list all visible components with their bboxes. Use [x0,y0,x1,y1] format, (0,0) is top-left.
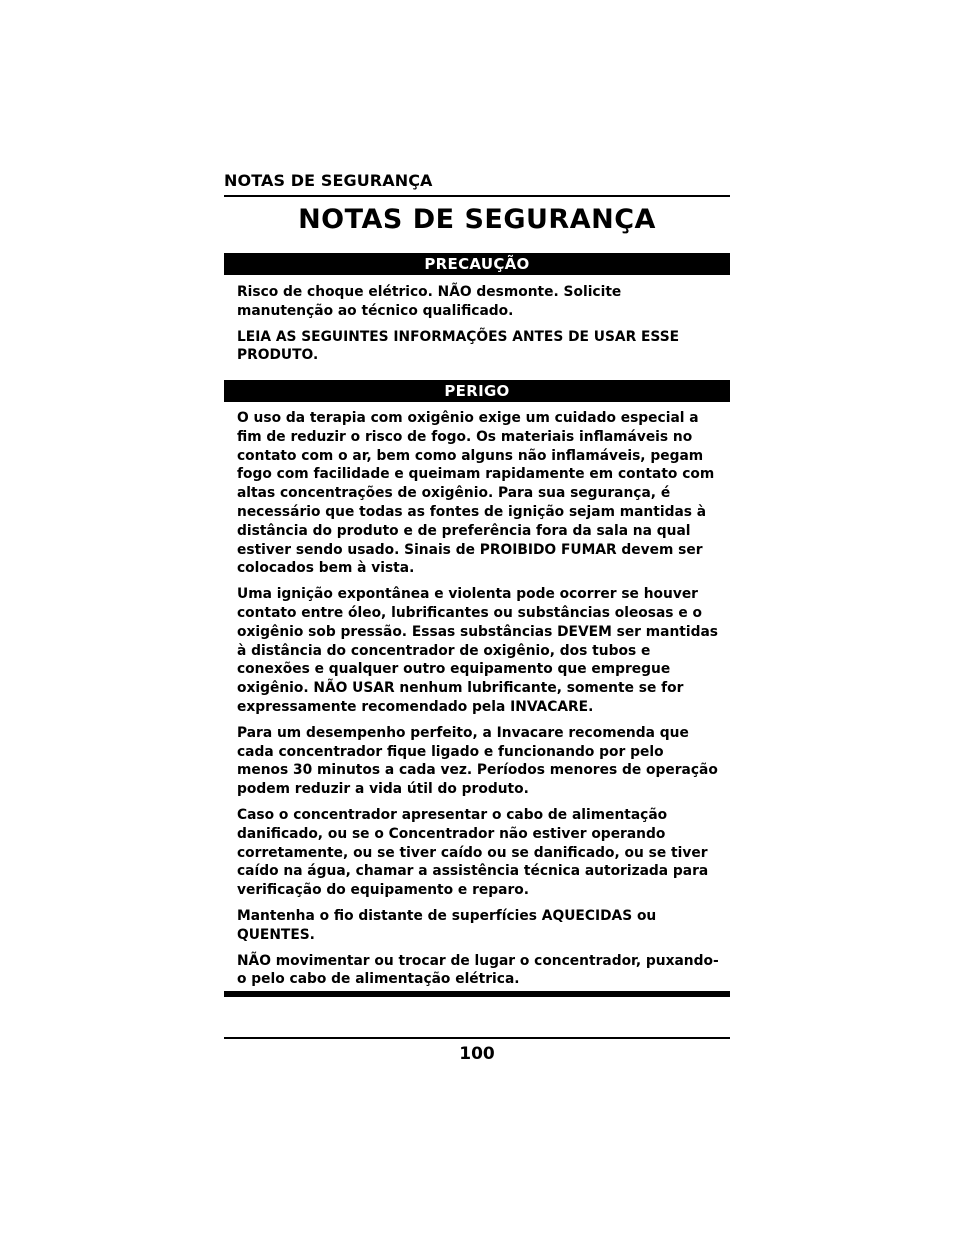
danger-banner: PERIGO [224,380,730,402]
danger-paragraph: O uso da terapia com oxigênio exige um cuidado especial a fim de reduzir o risco de fogo. Os materiais inflamáveis no contato com o ar, bem como alguns não inflamáveis, pegam fogo com facilidade e queimam rapidamente em contato com altas concentrações de oxigênio. Para sua segurança, é necessário que todas as fontes de ignição sejam mantidas à distância do produto e de preferência fora da sala na qual estiver sendo usado. Sinais de PROIBIDO FUMAR devem ser colocados bem à vista. [237,410,715,577]
danger-paragraph: Caso o concentrador apresentar o cabo de alimentação danificado, ou se o Concentrador não estiver operando corretamente, ou se tiver caído ou se danificado, ou se tiver caído na água, chamar a assistência técnica autorizada para verificação do equipamento e reparo. [237,806,709,899]
danger-paragraph: Mantenha o fio distante de superfícies AQUECIDAS ou QUENTES. [237,907,657,943]
danger-paragraph: Uma ignição expontânea e violenta pode ocorrer se houver contato entre óleo, lubrificantes ou substâncias oleosas e o oxigênio sob pressão. Essas substâncias DEVEM ser mantidas à distância do concentrador de oxigênio, dos tubos e conexões e qualquer outro equipamento que empregue oxigênio. NÃO USAR nenhum lubrificante, somente se for expressamente recomendado pela INVACARE. [237,586,719,715]
caution-paragraph: LEIA AS SEGUINTES INFORMAÇÕES ANTES DE USAR ESSE PRODUTO. [237,328,680,364]
danger-paragraph: NÃO movimentar ou trocar de lugar o concentrador, puxando-o pelo cabo de alimentação elétrica. [237,952,719,988]
header-rule [224,195,730,197]
danger-section [237,409,719,996]
footer-rule [224,1037,730,1039]
page-number: 100 [459,1044,495,1064]
danger-paragraph: Para um desempenho perfeito, a Invacare recomenda que cada concentrador fique ligado e funcionando por pelo menos 30 minutos a cada vez. Períodos menores de operação podem reduzir a vida útil do produto. [237,724,718,798]
caution-section [237,283,719,372]
caution-paragraph: Risco de choque elétrico. NÃO desmonte. Solicite manutenção ao técnico qualificado. [237,284,622,319]
caution-banner: PRECAUÇÃO [224,253,730,275]
running-header: NOTAS DE SEGURANÇA [224,171,433,190]
page-title: NOTAS DE SEGURANÇA [298,204,656,235]
section-end-rule [224,991,730,997]
